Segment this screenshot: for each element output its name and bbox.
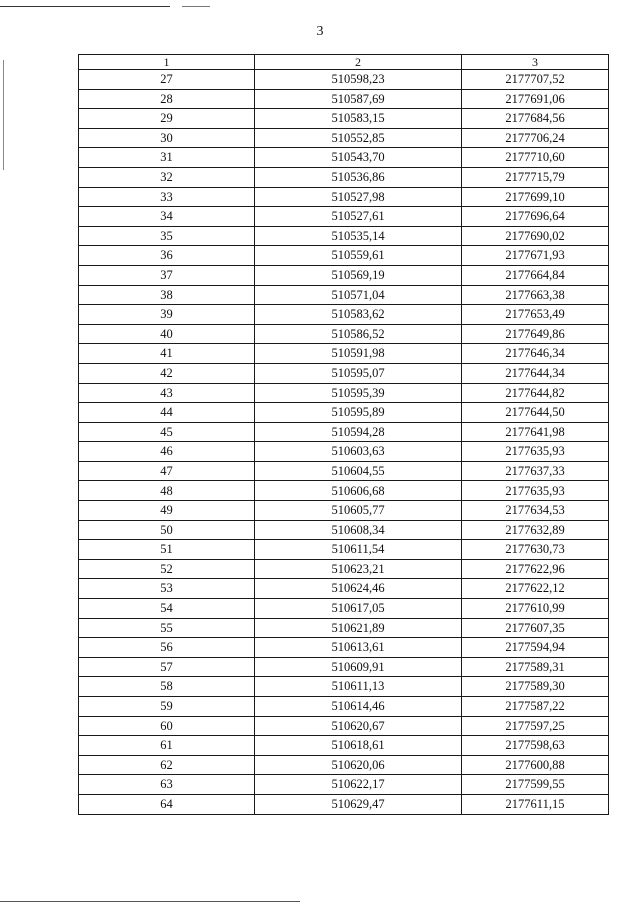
- point-number-cell: 33: [79, 187, 255, 207]
- y-coordinate-cell: 2177634,53: [462, 501, 609, 521]
- x-coordinate-cell: 510587,69: [255, 89, 462, 109]
- table-row: [79, 246, 609, 266]
- point-number-cell: 36: [79, 246, 255, 266]
- point-number-cell: 27: [79, 70, 255, 90]
- x-coordinate-cell: 510614,46: [255, 697, 462, 717]
- table-row: [79, 128, 609, 148]
- y-coordinate-cell: 2177699,10: [462, 187, 609, 207]
- table-row: [79, 657, 609, 677]
- table-row: [79, 755, 609, 775]
- scan-edge-bottom: [0, 901, 300, 902]
- y-coordinate-cell: 2177622,12: [462, 579, 609, 599]
- y-coordinate-cell: 2177607,35: [462, 618, 609, 638]
- point-number-cell: 40: [79, 324, 255, 344]
- x-coordinate-cell: 510605,77: [255, 501, 462, 521]
- table-row: [79, 207, 609, 227]
- column-header-1: 1: [79, 55, 255, 70]
- point-number-cell: 35: [79, 226, 255, 246]
- point-number-cell: 37: [79, 265, 255, 285]
- x-coordinate-cell: 510624,46: [255, 579, 462, 599]
- y-coordinate-cell: 2177589,31: [462, 657, 609, 677]
- table-row: [79, 403, 609, 423]
- point-number-cell: 39: [79, 305, 255, 325]
- point-number-cell: 31: [79, 148, 255, 168]
- y-coordinate-cell: 2177644,50: [462, 403, 609, 423]
- y-coordinate-cell: 2177707,52: [462, 70, 609, 90]
- table-row: [79, 794, 609, 814]
- x-coordinate-cell: 510595,39: [255, 383, 462, 403]
- y-coordinate-cell: 2177611,15: [462, 794, 609, 814]
- y-coordinate-cell: 2177691,06: [462, 89, 609, 109]
- point-number-cell: 64: [79, 794, 255, 814]
- x-coordinate-cell: 510613,61: [255, 638, 462, 658]
- x-coordinate-cell: 510595,89: [255, 403, 462, 423]
- y-coordinate-cell: 2177635,93: [462, 481, 609, 501]
- y-coordinate-cell: 2177646,34: [462, 344, 609, 364]
- point-number-cell: 43: [79, 383, 255, 403]
- y-coordinate-cell: 2177610,99: [462, 599, 609, 619]
- y-coordinate-cell: 2177715,79: [462, 167, 609, 187]
- point-number-cell: 38: [79, 285, 255, 305]
- x-coordinate-cell: 510527,61: [255, 207, 462, 227]
- x-coordinate-cell: 510583,15: [255, 109, 462, 129]
- y-coordinate-cell: 2177589,30: [462, 677, 609, 697]
- y-coordinate-cell: 2177597,25: [462, 716, 609, 736]
- point-number-cell: 55: [79, 618, 255, 638]
- y-coordinate-cell: 2177630,73: [462, 540, 609, 560]
- y-coordinate-cell: 2177594,94: [462, 638, 609, 658]
- table-row: [79, 481, 609, 501]
- table-row: [79, 70, 609, 90]
- point-number-cell: 46: [79, 442, 255, 462]
- x-coordinate-cell: 510604,55: [255, 461, 462, 481]
- point-number-cell: 48: [79, 481, 255, 501]
- y-coordinate-cell: 2177632,89: [462, 520, 609, 540]
- scan-edge-top-short: [182, 6, 210, 7]
- x-coordinate-cell: 510620,06: [255, 755, 462, 775]
- point-number-cell: 57: [79, 657, 255, 677]
- x-coordinate-cell: 510621,89: [255, 618, 462, 638]
- table-row: [79, 501, 609, 521]
- x-coordinate-cell: 510536,86: [255, 167, 462, 187]
- y-coordinate-cell: 2177690,02: [462, 226, 609, 246]
- table-row: [79, 109, 609, 129]
- table-row: [79, 344, 609, 364]
- point-number-cell: 32: [79, 167, 255, 187]
- x-coordinate-cell: 510591,98: [255, 344, 462, 364]
- scan-edge-top: [0, 6, 170, 7]
- x-coordinate-cell: 510603,63: [255, 442, 462, 462]
- point-number-cell: 53: [79, 579, 255, 599]
- y-coordinate-cell: 2177710,60: [462, 148, 609, 168]
- x-coordinate-cell: 510609,91: [255, 657, 462, 677]
- y-coordinate-cell: 2177706,24: [462, 128, 609, 148]
- y-coordinate-cell: 2177622,96: [462, 559, 609, 579]
- scan-edge-left: [3, 60, 4, 170]
- x-coordinate-cell: 510620,67: [255, 716, 462, 736]
- coordinates-table: [78, 54, 609, 815]
- table-row: [79, 716, 609, 736]
- point-number-cell: 51: [79, 540, 255, 560]
- table-row: [79, 148, 609, 168]
- point-number-cell: 59: [79, 697, 255, 717]
- x-coordinate-cell: 510617,05: [255, 599, 462, 619]
- column-header-2: 2: [255, 55, 462, 70]
- x-coordinate-cell: 510629,47: [255, 794, 462, 814]
- y-coordinate-cell: 2177599,55: [462, 775, 609, 795]
- point-number-cell: 44: [79, 403, 255, 423]
- table-row: [79, 187, 609, 207]
- point-number-cell: 52: [79, 559, 255, 579]
- y-coordinate-cell: 2177644,82: [462, 383, 609, 403]
- column-header-3: 3: [462, 55, 609, 70]
- table-row: [79, 638, 609, 658]
- table-row: [79, 461, 609, 481]
- point-number-cell: 60: [79, 716, 255, 736]
- y-coordinate-cell: 2177635,93: [462, 442, 609, 462]
- table-row: [79, 559, 609, 579]
- x-coordinate-cell: 510594,28: [255, 422, 462, 442]
- y-coordinate-cell: 2177637,33: [462, 461, 609, 481]
- table-row: [79, 540, 609, 560]
- y-coordinate-cell: 2177600,88: [462, 755, 609, 775]
- y-coordinate-cell: 2177587,22: [462, 697, 609, 717]
- point-number-cell: 28: [79, 89, 255, 109]
- x-coordinate-cell: 510606,68: [255, 481, 462, 501]
- table-row: [79, 677, 609, 697]
- table-row: [79, 618, 609, 638]
- table-row: [79, 383, 609, 403]
- point-number-cell: 61: [79, 736, 255, 756]
- x-coordinate-cell: 510623,21: [255, 559, 462, 579]
- y-coordinate-cell: 2177644,34: [462, 363, 609, 383]
- page-number: 3: [316, 24, 324, 39]
- x-coordinate-cell: 510543,70: [255, 148, 462, 168]
- x-coordinate-cell: 510595,07: [255, 363, 462, 383]
- point-number-cell: 56: [79, 638, 255, 658]
- table-row: [79, 775, 609, 795]
- point-number-cell: 34: [79, 207, 255, 227]
- x-coordinate-cell: 510583,62: [255, 305, 462, 325]
- point-number-cell: 47: [79, 461, 255, 481]
- y-coordinate-cell: 2177684,56: [462, 109, 609, 129]
- point-number-cell: 50: [79, 520, 255, 540]
- x-coordinate-cell: 510611,13: [255, 677, 462, 697]
- x-coordinate-cell: 510586,52: [255, 324, 462, 344]
- table-row: [79, 520, 609, 540]
- x-coordinate-cell: 510569,19: [255, 265, 462, 285]
- x-coordinate-cell: 510608,34: [255, 520, 462, 540]
- table-row: [79, 579, 609, 599]
- point-number-cell: 45: [79, 422, 255, 442]
- y-coordinate-cell: 2177664,84: [462, 265, 609, 285]
- y-coordinate-cell: 2177671,93: [462, 246, 609, 266]
- table-row: [79, 226, 609, 246]
- y-coordinate-cell: 2177641,98: [462, 422, 609, 442]
- point-number-cell: 54: [79, 599, 255, 619]
- point-number-cell: 41: [79, 344, 255, 364]
- x-coordinate-cell: 510598,23: [255, 70, 462, 90]
- table-row: [79, 89, 609, 109]
- x-coordinate-cell: 510611,54: [255, 540, 462, 560]
- point-number-cell: 63: [79, 775, 255, 795]
- x-coordinate-cell: 510527,98: [255, 187, 462, 207]
- point-number-cell: 42: [79, 363, 255, 383]
- point-number-cell: 58: [79, 677, 255, 697]
- y-coordinate-cell: 2177696,64: [462, 207, 609, 227]
- table-row: [79, 285, 609, 305]
- point-number-cell: 49: [79, 501, 255, 521]
- table-row: [79, 599, 609, 619]
- x-coordinate-cell: 510571,04: [255, 285, 462, 305]
- y-coordinate-cell: 2177598,63: [462, 736, 609, 756]
- y-coordinate-cell: 2177653,49: [462, 305, 609, 325]
- table-row: [79, 442, 609, 462]
- table-row: [79, 305, 609, 325]
- table-row: [79, 167, 609, 187]
- y-coordinate-cell: 2177663,38: [462, 285, 609, 305]
- table-row: [79, 736, 609, 756]
- table-row: [79, 697, 609, 717]
- x-coordinate-cell: 510552,85: [255, 128, 462, 148]
- table-row: [79, 422, 609, 442]
- table-row: [79, 265, 609, 285]
- table-header-row: [79, 55, 609, 70]
- x-coordinate-cell: 510622,17: [255, 775, 462, 795]
- x-coordinate-cell: 510535,14: [255, 226, 462, 246]
- point-number-cell: 29: [79, 109, 255, 129]
- table-row: [79, 363, 609, 383]
- y-coordinate-cell: 2177649,86: [462, 324, 609, 344]
- point-number-cell: 62: [79, 755, 255, 775]
- table-row: [79, 324, 609, 344]
- point-number-cell: 30: [79, 128, 255, 148]
- x-coordinate-cell: 510618,61: [255, 736, 462, 756]
- x-coordinate-cell: 510559,61: [255, 246, 462, 266]
